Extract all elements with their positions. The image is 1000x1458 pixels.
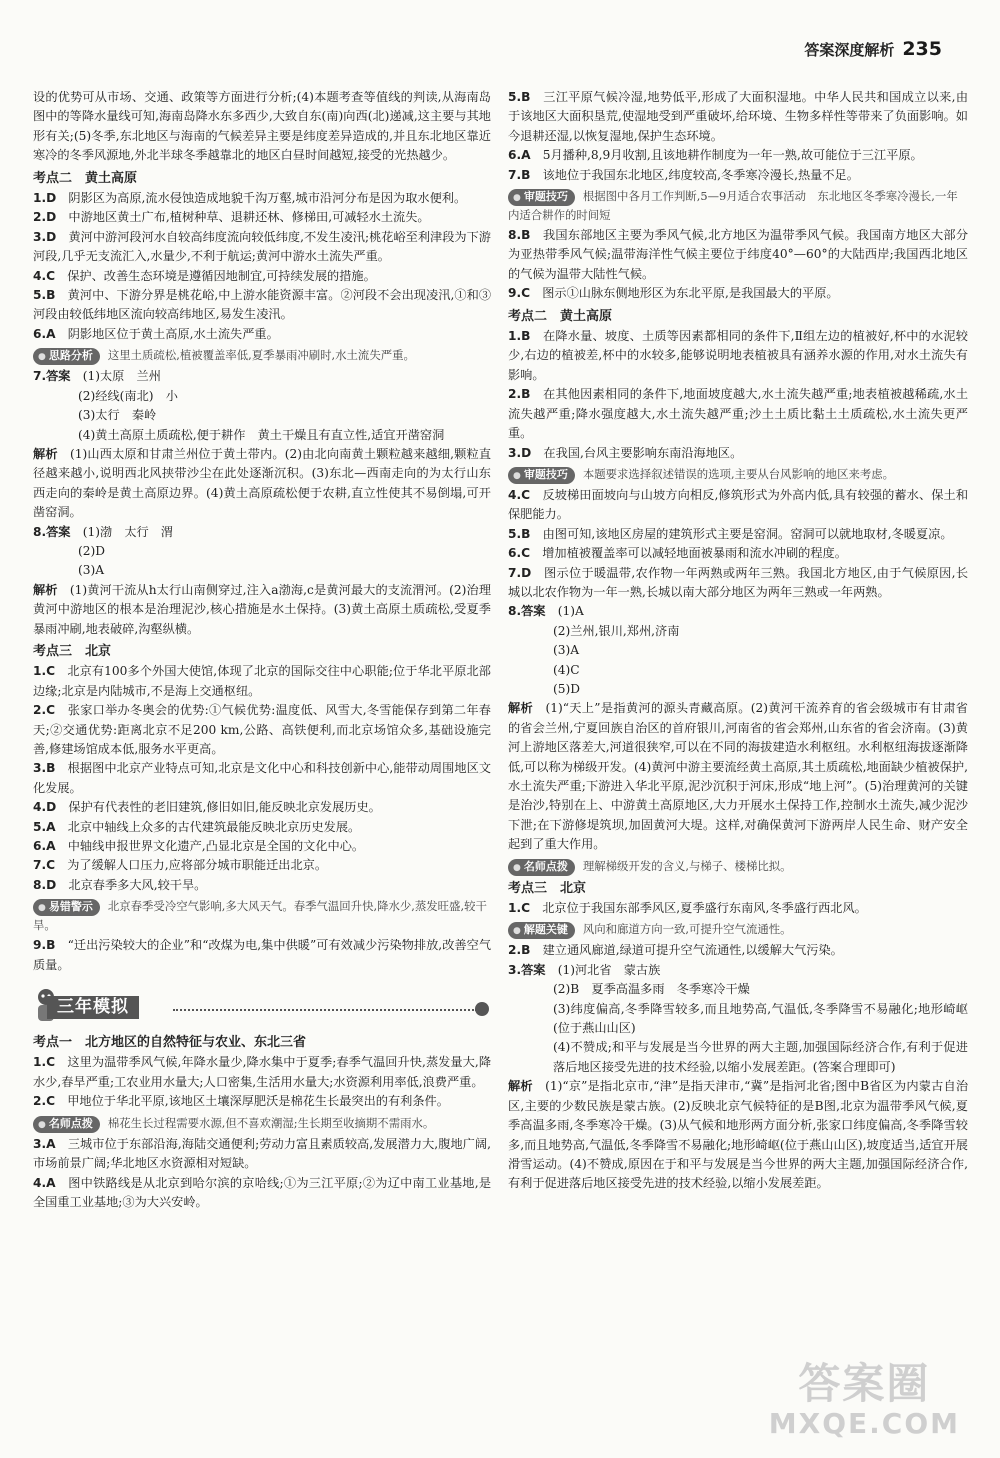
three-year-banner <box>33 983 491 1027</box>
answer-item <box>33 325 491 344</box>
answer-number: 3.答案 <box>508 962 546 977</box>
answer-number: 4.A <box>33 1175 56 1190</box>
banner-dot <box>475 1002 489 1016</box>
answer-text: 根据图中北京产业特点可知,北京是文化中心和科技创新中心,能带动周围地区文化发展。 <box>33 761 492 795</box>
answer-item <box>33 228 491 267</box>
answer-number: 3.D <box>508 445 532 460</box>
answer-line <box>508 680 968 699</box>
answer-line <box>33 367 491 386</box>
answer-text: 张家口举办冬奥会的优势:①气候优势:温度低、风雪大,冬雪能保存到第二年春天;②交通优势:距离北京不足200 km,公路、高铁便利,而北京场馆众多,基础设施完善,修建场馆成本低,服务水平更高。 <box>33 703 491 756</box>
answer-text: 在其他因素相同的条件下,地面坡度越大,水土流失越严重;地表植被越稀疏,水土流失越严重;降水强度越大,水土流失越严重;沙土土质比黏土土质疏松,水土流失更严重。 <box>508 387 969 441</box>
answer-number: 7.C <box>33 858 56 873</box>
explanation <box>508 1077 968 1193</box>
answer-list <box>33 1135 491 1213</box>
answer-item <box>508 166 968 185</box>
answer-text: (2)D <box>78 543 106 558</box>
answer-item <box>33 818 491 837</box>
answer-number: 1.D <box>33 191 57 206</box>
tip-text: 棉花生长过程需要水源,但不喜欢潮湿;生长期至收摘期不需雨水。 <box>107 1115 435 1130</box>
answer-list <box>508 486 968 602</box>
answer-text: 阴影区为高原,流水侵蚀造成地貌千沟万壑,城市沿河分布是因为取水便利。 <box>68 191 467 206</box>
answer-item <box>508 525 968 544</box>
answer-number: 9.C <box>508 286 531 301</box>
answer-item <box>33 936 491 975</box>
answer-number: 8.答案 <box>508 604 546 619</box>
answer-number: 3.A <box>33 1136 56 1151</box>
tip-box <box>33 1114 491 1133</box>
answer-item <box>508 941 968 960</box>
section-heading: 考点三 北京 <box>33 643 112 659</box>
answer-text: 建立通风廊道,绿道可提升空气流通性,以缓解大气污染。 <box>542 943 843 958</box>
answer-text: (5)D <box>553 681 581 696</box>
answer-line <box>33 542 491 561</box>
tip-text: 本题要求选择叙述错误的选项,主要从台风影响的地区来考虑。 <box>582 466 895 481</box>
answer-list <box>33 662 491 895</box>
answer-item <box>508 226 968 284</box>
answer-text: 该地位于我国东北地区,纬度较高,冬季寒冷漫长,热量不足。 <box>542 167 859 182</box>
answer-list <box>508 226 968 304</box>
answer-text: “迁出污染较大的企业”和“改煤为电,集中供暖”可有效减少污染物排放,改善空气质量。 <box>33 938 492 972</box>
tip-label: ● 易错警示 <box>33 899 100 916</box>
answer-text: (4)黄土高原土质疏松,便于耕作 黄土干燥且有直立性,适宜开凿窑洞 <box>78 427 445 442</box>
answer-line <box>508 1038 968 1077</box>
tip-text: 北京春季受冷空气影响,多大风天气。春季气温回升快,降水少,蒸发旺盛,较干旱。 <box>33 899 487 933</box>
explanation <box>33 581 491 639</box>
answer-item <box>33 662 491 701</box>
answer-line <box>508 641 968 660</box>
answer-item <box>508 88 968 146</box>
section-heading: 考点一 北方地区的自然特征与农业、东北三省 <box>33 1035 307 1051</box>
answer-text: (3)A <box>553 643 580 658</box>
answer-number: 8.B <box>508 228 531 243</box>
answer-line <box>33 387 491 406</box>
answer-list <box>508 941 968 960</box>
answer-line <box>508 980 968 999</box>
answer-list <box>508 899 968 918</box>
answer-item <box>33 798 491 817</box>
banner-title: 三年模拟 <box>47 996 139 1019</box>
answer-line <box>33 426 491 445</box>
answer-text: (2)经线(南北) 小 <box>78 388 178 403</box>
answer-item <box>33 837 491 856</box>
answer-number: 3.B <box>33 761 56 776</box>
tip-label: ● 思路分析 <box>33 348 100 365</box>
answer-text: 甲地位于华北平原,该地区土壤深厚肥沃是棉花生长最突出的有利条件。 <box>67 1094 449 1109</box>
answer-text: (2)兰州,银川,郑州,济南 <box>553 623 680 638</box>
answer-text: 保护有代表性的老旧建筑,修旧如旧,能反映北京发展历史。 <box>68 800 381 815</box>
answer-number: 2.D <box>33 210 57 225</box>
answer-text: 在我国,台风主要影响东南沿海地区。 <box>543 445 743 460</box>
answer-item <box>508 327 968 385</box>
answer-item <box>508 284 968 303</box>
explanation-text: (1)“京”是指北京市,“津”是指天津市,“冀”是指河北省;图中B省区为内蒙古自治区,主要的少数民族是蒙古族。(2)反映北京气候特征的是B图,北京为温带季风气候,夏季高温多雨,冬季寒冷干燥。(3)从气候和地形两方面分析,张家口纬度偏高,冬季降雪较多,而且地势高,气温低,冬季降雪不易融化;地形崎岖(位于燕山山区),坡度适当,适宜开展滑雪运动。(4)不赞成,原因在于和平与发展是当今世界的两大主题,加强国际经济合作,有利于促进落后地区接受先进的技术经验,以缩小发展差距。 <box>508 1079 969 1191</box>
answer-text: 中游地区黄土广布,植树种草、退耕还林、修梯田,可减轻水土流失。 <box>68 210 430 225</box>
answer-number: 5.B <box>33 288 56 303</box>
answer-text: 在降水量、坡度、土质等因素都相同的条件下,Ⅱ组左边的植被好,杯中的水泥较少,右边的植被差,杯中的水较多,能够说明地表植被具有涵养水源的作用,对水土流失有影响。 <box>508 329 968 382</box>
answer-item <box>33 208 491 227</box>
answer-text: (1)渤 太行 渭 <box>82 524 174 539</box>
explanation-text: (1)“天上”是指黄河的源头青藏高原。(2)黄河干流养育的省会级城市有甘肃省的省会兰州,宁夏回族自治区的首府银川,河南省的省会郑州,山东省的省会济南。(3)黄河上游地区落差大,河道很狭窄,可以在不同的海拔建造水利枢纽。水利枢纽海拔逐渐降低,可以称为梯级开发。(4)黄河中游主要流经黄土高原,其土质疏松,地面缺少植被保护,水土流失严重;下游进入华北平原,泥沙沉积于河床,形成“地上河”。(5)治理黄河的关键是治沙,特别在上、中游黄土高原地区,大力开展水土保持工作,控制水土流失,减少泥沙下泄;在下游修堤筑坝,加固黄河大堤。这样,对确保黄河下游两岸人民生命、财产安全起到了重大作用。 <box>508 701 968 852</box>
answer-line <box>508 961 968 980</box>
explanation-text: (1)山西太原和甘肃兰州位于黄土带内。(2)由北向南黄土颗粒越来越细,颗粒直径越来越小,说明西北风挟带沙尘在此处逐渐沉积。(3)东北—西南走向的为太行山东西走向的秦岭是黄土高原边界。(4)黄土高原疏松便于农耕,直立性使其不易倒塌,可开凿窑洞。 <box>33 446 492 520</box>
page-header <box>804 38 942 60</box>
answer-text: 反坡梯田面坡向与山坡方向相反,修筑形式为外高内低,具有较强的蓄水、保土和保肥能力。 <box>508 487 969 522</box>
answer-number: 5.A <box>33 819 56 834</box>
answer-text: 北京春季多大风,较干旱。 <box>68 877 207 892</box>
answer-number: 7.答案 <box>33 369 71 384</box>
answer-number: 8.答案 <box>33 524 71 539</box>
answer-number: 1.C <box>508 901 531 916</box>
answer-number: 2.B <box>508 387 531 402</box>
answer-block <box>508 602 968 854</box>
explanation-label: 解析 <box>33 446 58 461</box>
answer-text: 北京有100多个外国大使馆,体现了北京的国际交往中心职能;位于华北平原北部边缘;北京是内陆城市,不是海上交通枢纽。 <box>33 664 491 698</box>
answer-item <box>33 1092 491 1111</box>
watermark-logo: 答案圈 <box>798 1359 931 1408</box>
answer-number: 1.B <box>508 329 531 344</box>
explanation-label: 解析 <box>508 1079 533 1094</box>
answer-number: 7.D <box>508 565 532 580</box>
banner-rule <box>173 1009 477 1011</box>
tip-box <box>508 187 968 224</box>
tip-box <box>508 920 968 939</box>
explanation <box>508 699 968 854</box>
answer-number: 4.C <box>33 268 56 283</box>
answer-text: 黄河中、下游分界是桃花峪,中上游水能资源丰富。②河段不会出现凌汛,①和③河段由较低纬地区流向较高纬地区,易发生凌汛。 <box>33 288 492 322</box>
tip-text: 根据图中各月工作判断,5—9月适合农事活动 东北地区冬季寒冷漫长,一年内适合耕作的时间短 <box>508 189 958 223</box>
answer-text: 增加植被覆盖率可以减轻地面被暴雨和流水冲刷的程度。 <box>542 546 847 561</box>
tip-box <box>508 857 968 876</box>
tip-label: ● 名师点拨 <box>33 1116 100 1133</box>
header-title: 答案深度解析 <box>804 41 895 59</box>
answer-text: 我国东部地区主要为季风气候,北方地区为温带季风气候。我国南方地区大部分为亚热带季风气候;温带海洋性气候主要位于纬度40°—60°的大陆西岸;我国西北地区的气候为温带大陆性气候。 <box>508 228 969 281</box>
explanation-label: 解析 <box>33 582 58 597</box>
answer-item <box>33 759 491 798</box>
right-column <box>508 88 968 1194</box>
answer-text: 由图可知,该地区房屋的建筑形式主要是窑洞。窑洞可以就地取材,冬暖夏凉。 <box>542 526 953 541</box>
answer-text: 三江平原气候冷湿,地势低平,形成了大面积湿地。中华人民共和国成立以来,由于该地区大面积垦荒,使湿地受到严重破坏,给环境、生物多样性等带来了负面影响。如今退耕还湿,以恢复湿地,保护生态环境。 <box>508 90 969 143</box>
answer-text: 三城市位于东部沿海,海陆交通便利;劳动力富且素质较高,发展潜力大,腹地广阔,市场前景广阔;华北地区水资源相对短缺。 <box>33 1136 491 1171</box>
page-number: 235 <box>902 38 942 60</box>
answer-number: 2.C <box>33 703 56 718</box>
answer-text: (1)A <box>557 604 584 619</box>
answer-line <box>508 622 968 641</box>
answer-number: 7.B <box>508 167 531 182</box>
answer-number: 5.B <box>508 90 531 104</box>
answer-number: 1.C <box>33 664 56 679</box>
answer-item <box>33 876 491 895</box>
answer-block <box>33 523 491 639</box>
tip-label: ● 解题关键 <box>508 922 575 939</box>
answer-list <box>508 327 968 463</box>
answer-item <box>33 1174 491 1213</box>
answer-item <box>33 1053 491 1092</box>
answer-number: 9.B <box>33 938 56 953</box>
answer-line <box>33 523 491 542</box>
explanation-text: (1)黄河干流从h太行山南侧穿过,注入a渤海,c是黄河最大的支流渭河。(2)治理黄河中游地区的根本是治理泥沙,核心措施是水土保持。(3)黄土高原土质疏松,受夏季暴雨冲刷,地表破碎,沟壑纵横。 <box>33 582 492 636</box>
intro-paragraph: 设的优势可从市场、交通、政策等方面进行分析;(4)本题考查等值线的判读,从海南岛图中的等降水量线可知,海南岛降水东多西少,大致自东(南)向西(北)递减,这主要与其地形有关;(5)冬季,东北地区与海南的气候差异主要是纬度差异造成的,并且东北地区靠近寒冷的冬季风源地,外北半球冬季越靠北的地区白昼时间越短,接受的光热越少。 <box>33 90 491 163</box>
answer-number: 1.C <box>33 1055 56 1070</box>
answer-text: 这里为温带季风气候,年降水量少,降水集中于夏季;春季气温回升快,蒸发量大,降水少,春旱严重;工农业用水量大;人口密集,生活用水量大;水资源利用率低,浪费严重。 <box>33 1055 492 1089</box>
answer-text: (1)河北省 蒙古族 <box>557 962 661 977</box>
answer-text: 保护、改善生态环境是遵循因地制宜,可持续发展的措施。 <box>67 268 376 283</box>
answer-item <box>508 385 968 443</box>
answer-text: 图示①山脉东侧地形区为东北平原,是我国最大的平原。 <box>542 286 839 301</box>
left-column <box>33 88 491 1212</box>
tip-text: 风向和廊道方向一致,可提升空气流通性。 <box>582 922 792 937</box>
tip-label: ● 审题技巧 <box>508 189 575 206</box>
answer-list <box>33 1053 491 1111</box>
answer-list <box>33 936 491 975</box>
answer-number: 4.D <box>33 800 57 815</box>
explanation <box>33 445 491 523</box>
section-heading: 考点二 黄土高原 <box>508 308 613 324</box>
answer-text: (4)不赞成;和平与发展是当今世界的两大主题,加强国际经济合作,有利于促进落后地区接受先进的技术经验,以缩小发展差距。(答案合理即可) <box>553 1040 968 1074</box>
tip-label: ● 审题技巧 <box>508 467 575 484</box>
answer-item <box>33 189 491 208</box>
answer-item <box>508 564 968 603</box>
answer-number: 6.A <box>33 839 56 854</box>
answer-item <box>33 267 491 286</box>
answer-line <box>508 1000 968 1039</box>
answer-text: 中轴线申报世界文化遗产,凸显北京是全国的文化中心。 <box>67 839 365 854</box>
tip-box <box>33 897 491 934</box>
answer-number: 6.A <box>33 326 56 341</box>
answer-text: 北京中轴线上众多的古代建筑最能反映北京历史发展。 <box>67 819 361 834</box>
answer-item <box>508 444 968 463</box>
answer-item <box>33 856 491 875</box>
explanation-label: 解析 <box>508 701 533 716</box>
tip-label: ● 名师点拨 <box>508 859 575 876</box>
answer-text: (3)纬度偏高,冬季降雪较多,而且地势高,气温低,冬季降雪不易融化;地形崎岖(位于燕山山区) <box>553 1001 968 1036</box>
answer-item <box>508 544 968 563</box>
answer-text: 北京位于我国东部季风区,夏季盛行东南风,冬季盛行西北风。 <box>542 901 867 916</box>
answer-line <box>33 406 491 425</box>
answer-text: (1)太原 兰州 <box>82 369 161 384</box>
answer-number: 6.A <box>508 148 531 163</box>
answer-number: 8.D <box>33 877 57 892</box>
answer-number: 4.C <box>508 487 531 502</box>
answer-block <box>33 367 491 522</box>
watermark <box>769 1351 960 1440</box>
answer-text: 为了缓解人口压力,应将部分城市职能迁出北京。 <box>67 858 328 873</box>
tip-text: 理解梯级开发的含义,与梯子、楼梯比拟。 <box>582 858 792 873</box>
answer-item <box>33 701 491 759</box>
answer-item <box>33 1135 491 1174</box>
answer-number: 5.B <box>508 526 531 541</box>
answer-list <box>33 189 491 344</box>
answer-item <box>33 286 491 325</box>
answer-block <box>508 961 968 1194</box>
answer-text: (3)太行 秦岭 <box>78 408 157 423</box>
answer-number: 2.B <box>508 943 531 958</box>
answer-text: (2)B 夏季高温多雨 冬季寒冷干燥 <box>553 982 750 997</box>
answer-text: 黄河中游河段河水自较高纬度流向较低纬度,不发生凌汛;桃花峪至利津段为下游河段,几乎无支流汇入,水量少,不利于航运;黄河中游水土流失严重。 <box>33 229 491 264</box>
answer-text: 5月播种,8,9月收割,且该地耕作制度为一年一熟,故可能位于三江平原。 <box>542 148 923 163</box>
answer-item <box>508 486 968 525</box>
answer-line <box>508 661 968 680</box>
answer-list <box>508 88 968 185</box>
answer-text: (3)A <box>78 563 105 578</box>
answer-text: 阴影地区位于黄土高原,水土流失严重。 <box>67 326 279 341</box>
section-heading: 考点三 北京 <box>508 880 587 896</box>
answer-line <box>508 602 968 621</box>
answer-text: 图中铁路线是从北京到哈尔滨的京哈线;①为三江平原;②为辽中南工业基地,是全国重工业基地;③为大兴安岭。 <box>33 1175 492 1209</box>
answer-text: (4)C <box>553 662 580 677</box>
answer-line <box>33 561 491 580</box>
watermark-url: MXQE.COM <box>768 1407 960 1440</box>
section-heading: 考点二 黄土高原 <box>33 170 138 186</box>
answer-number: 3.D <box>33 229 57 244</box>
answer-item <box>508 146 968 165</box>
answer-text: 图示位于暖温带,农作物一年两熟或两年三熟。我国北方地区,由于气候原因,长城以北农作物为一年一熟,长城以南大部分地区为两年三熟或一年两熟。 <box>508 565 969 599</box>
answer-item <box>508 899 968 918</box>
tip-box <box>508 465 968 484</box>
tip-box <box>33 346 491 365</box>
answer-number: 2.C <box>33 1094 56 1109</box>
tip-text: 这里土质疏松,植被覆盖率低,夏季暴雨冲刷时,水土流失严重。 <box>107 348 415 363</box>
answer-number: 6.C <box>508 546 531 561</box>
